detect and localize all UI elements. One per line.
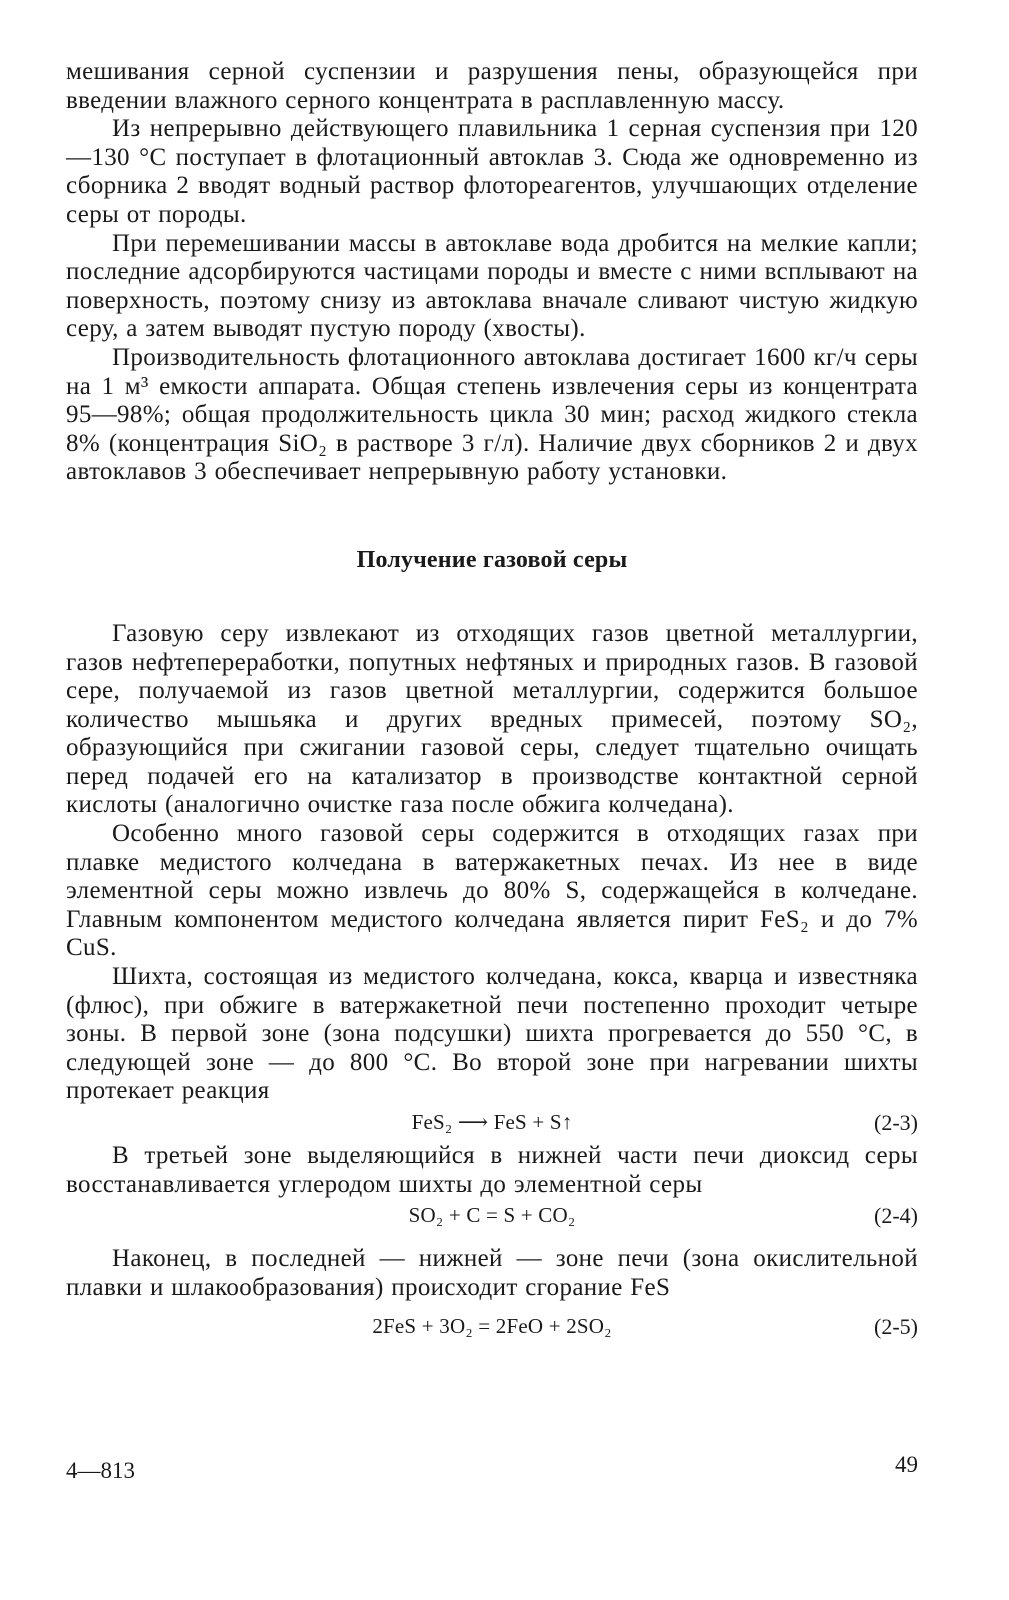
printer-signature: 4—813 <box>66 1458 135 1483</box>
paragraph: Шихта, состоящая из медистого колчедана, кокса, кварца и известняка (флюс), при обжиге в ватержакетной печи постепенно проходит четыре зоны. В первой зоне (зона подсушки) шихта прогревается до 550 °С, в следующей зоне — до 800 °С. Во второй зоне при нагревании шихты протекает реакция <box>66 963 918 1105</box>
section-heading: Получение газовой серы <box>356 546 628 573</box>
equation-row <box>66 1199 918 1235</box>
page-number: 49 <box>895 1452 918 1477</box>
equation-number: (2-3) <box>874 1110 918 1135</box>
equation: SO₂ + C = S + CO₂ <box>408 1203 576 1228</box>
paragraph: В третьей зоне выделяющийся в нижней части печи диоксид серы восстанавливается углеродом шихты до элементной серы <box>66 1142 918 1198</box>
equation-number: (2-4) <box>874 1203 918 1229</box>
equation-row <box>66 1302 918 1346</box>
paragraph: мешивания серной суспензии и разрушения пены, образующейся при введении влажного серного концентрата в расплавленную массу. <box>66 58 918 114</box>
paragraph: Производительность флотационного автоклава достигает 1600 кг/ч серы на 1 м³ емкости аппарата. Общая степень извлечения серы из концентрата 95—98%; общая продолжительность цикла 30 мин; расход жидкого стекла 8% (концентрация SiO₂ в растворе 3 г/л). Наличие двух сборников 2 и двух автоклавов 3 обеспечивает непрерывную работу установки. <box>66 343 918 486</box>
paragraph: При перемешивании массы в автоклаве вода дробится на мелкие капли; последние адсорбируются частицами породы и вместе с ними всплывают на поверхность, поэтому снизу из автоклава вначале сливают чистую жидкую серу, а затем выводят пустую породу (хвосты). <box>66 229 918 343</box>
equation: 2FeS + 3O₂ = 2FeO + 2SO₂ <box>372 1314 612 1339</box>
equation-row <box>66 1106 918 1142</box>
page-footer <box>66 1452 918 1488</box>
equation: FeS₂ ⟶ FeS + S↑ <box>411 1110 573 1134</box>
paragraph: Наконец, в последней — нижней — зоне печи (зона окислительной плавки и шлакообразования) происходит сгорание FeS <box>66 1245 918 1301</box>
paragraph: Из непрерывно действующего плавильника 1 серная суспензия при 120—130 °С поступает в флотационный автоклав 3. Сюда же одновременно из сборника 2 вводят водный раствор флотореагентов, улучшающих отделение серы от породы. <box>66 115 918 228</box>
page-body <box>66 58 918 1346</box>
paragraph: Особенно много газовой серы содержится в отходящих газах при плавке медистого колчедана в ватержакетных печах. Из нее в виде элементной серы можно извлечь до 80% S, содержащейся в колчедане. Главным компонентом медистого колчедана является пирит FeS₂ и до 7% CuS. <box>66 820 918 962</box>
paragraph: Газовую серу извлекают из отходящих газов цветной металлургии, газов нефтепереработки, попутных нефтяных и природных газов. В газовой сере, получаемой из газов цветной металлургии, содержится большое количество мышьяка и других вредных примесей, поэтому SO₂, образующийся при сжигании газовой серы, следует тщательно очищать перед подачей его на катализатор в производстве контактной серной кислоты (аналогично очистке газа после обжига колчедана). <box>66 619 918 819</box>
equation-number: (2-5) <box>874 1314 918 1340</box>
